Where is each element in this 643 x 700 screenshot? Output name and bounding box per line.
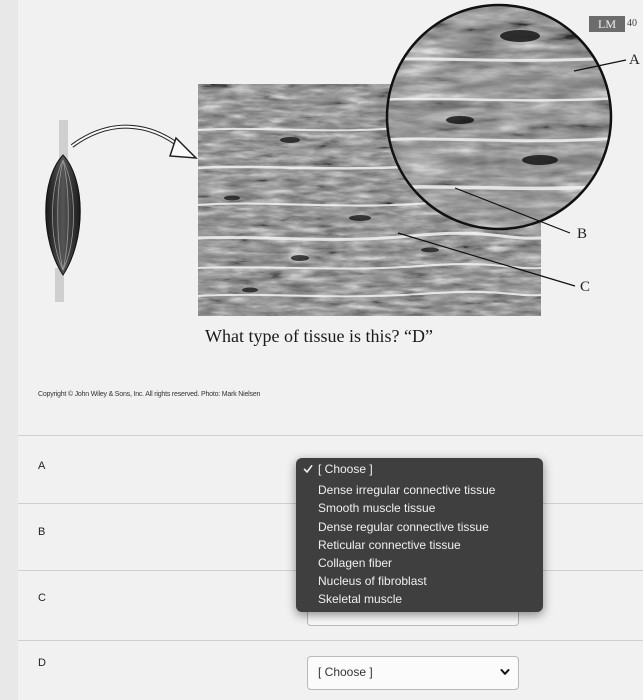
figure-caption: What type of tissue is this? “D” — [205, 326, 433, 346]
callout-a: A — [629, 52, 640, 68]
answer-select-d-value: [ Choose ] — [318, 665, 373, 679]
dropdown-option-skeletal-muscle[interactable]: Skeletal muscle — [318, 592, 403, 606]
magnification-badge: LM — [589, 16, 625, 32]
chevron-down-icon — [500, 667, 510, 677]
callout-c: C — [580, 279, 591, 295]
row-label-d: D — [38, 657, 46, 669]
callout-b: B — [577, 226, 588, 242]
check-icon — [303, 464, 313, 474]
curved-arrow — [72, 127, 196, 158]
dropdown-option-smooth-muscle[interactable]: Smooth muscle tissue — [318, 501, 436, 515]
row-label-c: C — [38, 592, 46, 604]
answer-select-d[interactable] — [307, 656, 519, 690]
dropdown-option-reticular[interactable]: Reticular connective tissue — [318, 538, 461, 552]
answer-dropdown-menu — [296, 458, 543, 612]
row-divider — [18, 640, 643, 642]
dropdown-option-dense-irregular[interactable]: Dense irregular connective tissue — [318, 483, 496, 497]
muscle-illustration — [46, 120, 81, 302]
dropdown-option-fibroblast-nucleus[interactable]: Nucleus of fibroblast — [318, 574, 427, 588]
dropdown-option-choose[interactable]: [ Choose ] — [318, 462, 373, 476]
dropdown-option-dense-regular[interactable]: Dense regular connective tissue — [318, 520, 489, 534]
row-label-b: B — [38, 526, 46, 538]
row-label-a: A — [38, 460, 46, 472]
copyright-notice: Copyright © John Wiley & Sons, Inc. All rights reserved. Photo: Mark Nielsen — [38, 391, 261, 398]
magnification-value: 40 — [627, 18, 637, 29]
row-divider — [18, 435, 643, 437]
dropdown-option-collagen-fiber[interactable]: Collagen fiber — [318, 556, 393, 570]
